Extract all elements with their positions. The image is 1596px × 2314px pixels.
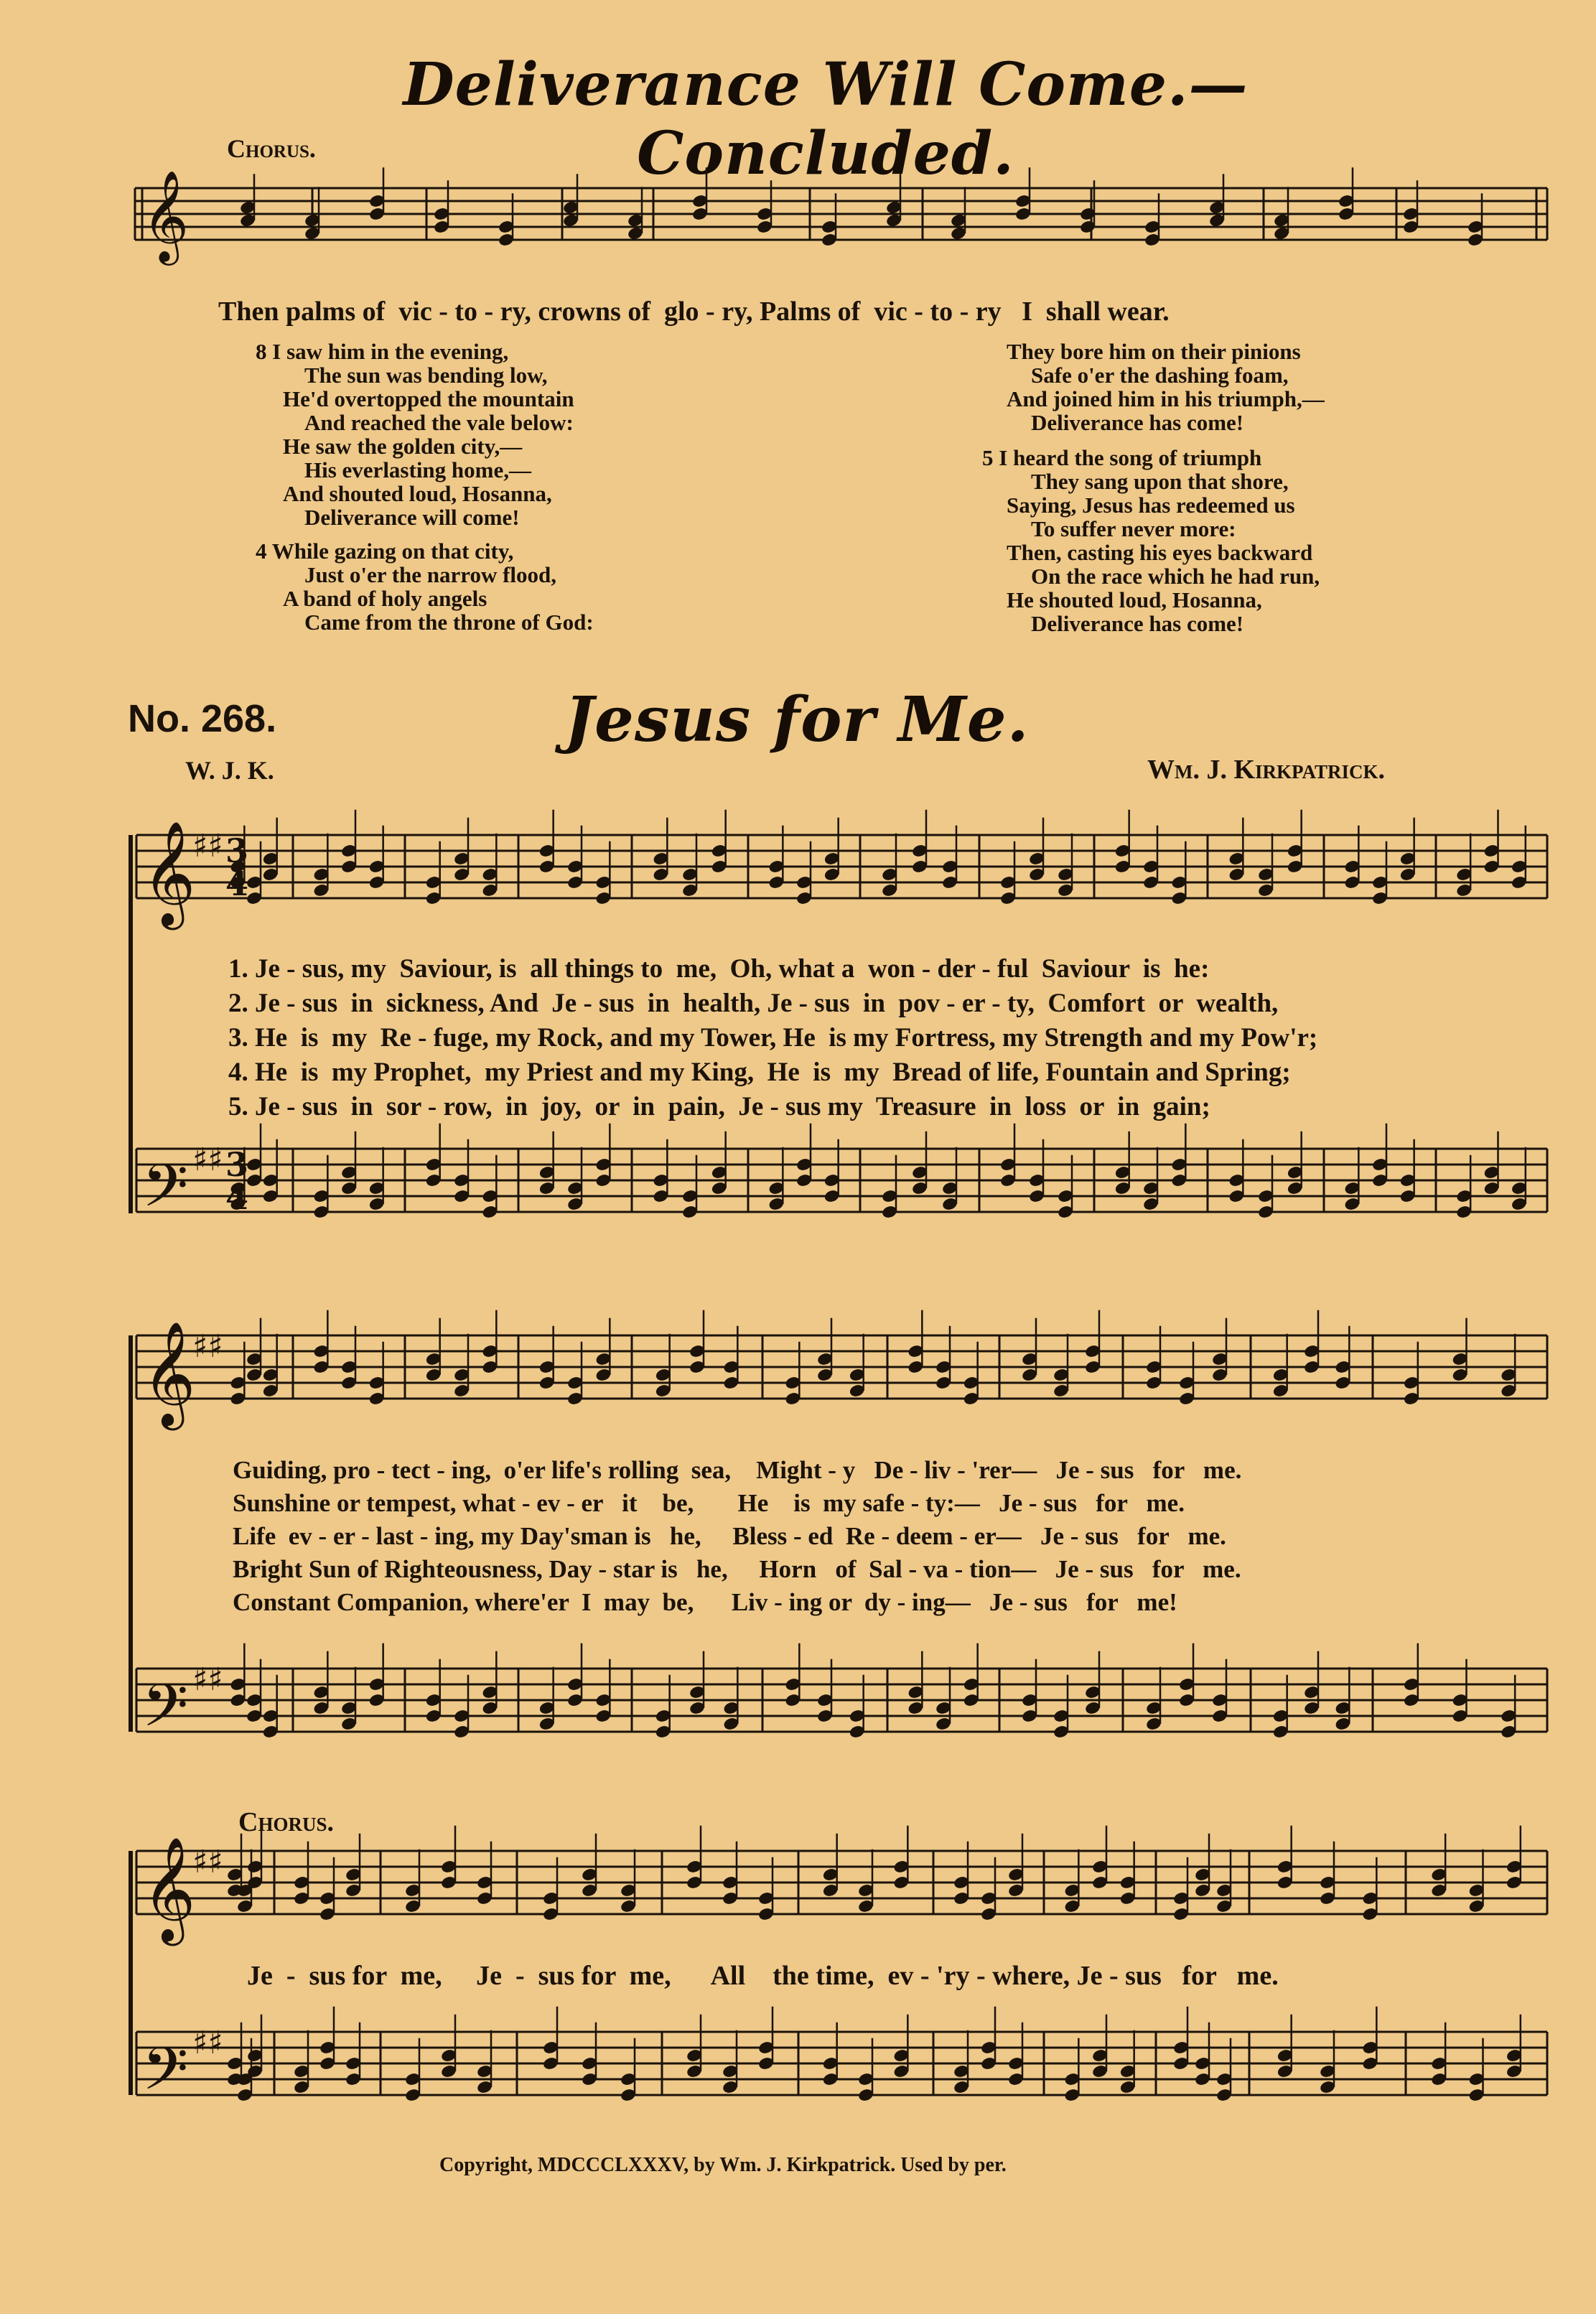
verse-4-line-6: Safe o'er the dashing foam, [1031, 363, 1289, 388]
verse-4-line-8: Deliverance has come! [1031, 410, 1244, 435]
song-author: W. J. K. [185, 756, 274, 785]
treble-clef-icon: 𝄞 [142, 820, 196, 925]
key-signature-icon: ♯♯ [192, 2025, 223, 2061]
song-chorus-label: Chorus. [238, 1807, 334, 1837]
verse-4-line-4: Came from the throne of God: [304, 610, 594, 635]
verse-3-part-1: 3. He is my Re - fuge, my Rock, and my Tower, He is my Fortress, my Strength and my Pow'r; [228, 1023, 1318, 1053]
verse-5-line-5: Then, casting his eyes backward [1007, 540, 1313, 565]
verse-5-line-2: They sang upon that shore, [1031, 469, 1289, 494]
verse-3-line-3: He'd overtopped the mountain [283, 386, 574, 411]
verse-2-part-1: 2. Je - sus in sickness, And Je - sus in health, Je - sus in pov - er - ty, Comfort or wealth, [228, 989, 1279, 1018]
time-signature-bottom: 4 [225, 1178, 249, 1217]
song-chorus-lyric: Je - sus for me, Je - sus for me, All the time, ev - 'ry - where, Je - sus for me. [247, 1961, 1279, 1991]
bass-clef-icon: 𝄢 [142, 1151, 189, 1235]
song-composer: Wm. J. Kirkpatrick. [1147, 755, 1386, 785]
key-signature-icon: ♯♯ [192, 1661, 223, 1698]
verse-1-part-1: 1. Je - sus, my Saviour, is all things to me, Oh, what a won - der - ful Saviour is he: [228, 954, 1210, 984]
verse-5-part-1: 5. Je - sus in sor - row, in joy, or in pain, Je - sus my Treasure in loss or in gain; [228, 1092, 1210, 1121]
verse-4-line-1: 4 While gazing on that city, [256, 538, 514, 564]
top-chorus-label: Chorus. [227, 134, 316, 163]
verse-3-line-2: The sun was bending low, [304, 363, 548, 388]
verse-2-part-2: Sunshine or tempest, what - ev - er it be, He is my safe - ty:— Je - sus for me. [233, 1489, 1185, 1517]
verse-5-line-8: Deliverance has come! [1031, 611, 1244, 636]
verse-4-line-3: A band of holy angels [283, 586, 487, 611]
bass-clef-icon: 𝄢 [142, 2034, 189, 2118]
verse-4-line-5: They bore him on their pinions [1007, 339, 1301, 364]
key-signature-icon: ♯♯ [192, 828, 223, 864]
treble-clef-icon: 𝄞 [142, 1836, 196, 1941]
verse-4-part-2: Bright Sun of Righteousness, Day - star is he, Horn of Sal - va - tion— Je - sus for me. [233, 1555, 1241, 1583]
verse-3-part-2: Life ev - er - last - ing, my Day'sman is he, Bless - ed Re - deem - er— Je - sus for me. [233, 1522, 1226, 1550]
verse-3-line-4: And reached the vale below: [304, 410, 574, 435]
verse-4-line-7: And joined him in his triumph,— [1007, 386, 1325, 411]
verse-5-line-1: 5 I heard the song of triumph [982, 445, 1262, 470]
key-signature-icon: ♯♯ [192, 1844, 223, 1880]
verse-5-line-6: On the race which he had run, [1031, 564, 1320, 589]
copyright-line: Copyright, MDCCCLXXXV, by Wm. J. Kirkpatrick. Used by per. [439, 2154, 1007, 2176]
verse-5-part-2: Constant Companion, where'er I may be, Liv - ing or dy - ing— Je - sus for me! [233, 1588, 1177, 1616]
verse-1-part-2: Guiding, pro - tect - ing, o'er life's rolling sea, Might - y De - liv - 'rer— Je - sus for me. [233, 1456, 1242, 1484]
verse-5-line-7: He shouted loud, Hosanna, [1007, 587, 1262, 612]
verse-3-line-6: His everlasting home,— [304, 457, 531, 482]
treble-clef-icon: 𝄞 [142, 1320, 196, 1426]
verse-4-line-2: Just o'er the narrow flood, [304, 562, 557, 587]
time-signature-bottom: 4 [225, 864, 249, 903]
treble-clef-icon: 𝄞 [142, 169, 190, 261]
time-signature-top: 3 [225, 831, 249, 870]
verse-3-line-5: He saw the golden city,— [283, 434, 523, 459]
song-number: No. 268. [128, 697, 277, 740]
verse-3-line-1: 8 I saw him in the evening, [256, 339, 509, 364]
song-title: Jesus for Me. [564, 684, 1030, 756]
key-signature-icon: ♯♯ [192, 1328, 223, 1365]
bass-clef-icon: 𝄢 [142, 1671, 189, 1755]
verse-5-line-3: Saying, Jesus has redeemed us [1007, 493, 1295, 518]
top-chorus-lyric: Then palms of vic - to - ry, crowns of glo - ry, Palms of vic - to - ry I shall wear. [218, 297, 1170, 327]
verse-3-line-8: Deliverance will come! [304, 505, 520, 530]
verse-3-line-7: And shouted loud, Hosanna, [283, 481, 552, 506]
top-song-title: Deliverance Will Come.—Concluded. [403, 50, 1249, 188]
verse-4-part-1: 4. He is my Prophet, my Priest and my King, He is my Bread of life, Fountain and Spring; [228, 1058, 1291, 1087]
key-signature-icon: ♯♯ [192, 1142, 223, 1178]
verse-5-line-4: To suffer never more: [1031, 516, 1236, 541]
time-signature-top: 3 [225, 1145, 249, 1184]
